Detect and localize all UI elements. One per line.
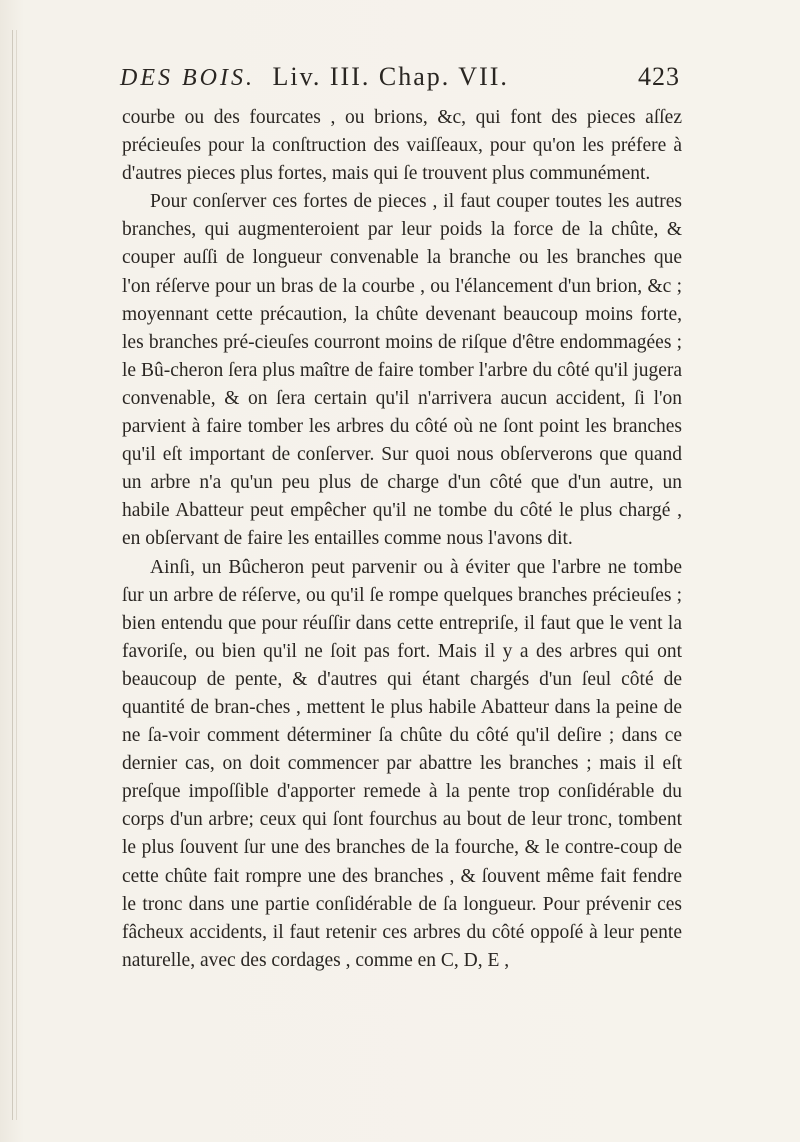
page-number: 423 [638, 62, 680, 91]
paragraph: Ainſi, un Bûcheron peut parvenir ou à éviter que l'arbre ne tombe ſur un arbre de réſerve, ou qu'il ſe rompe quelques branches précieuſes ; bien entendu que pour réuſſir dans cette entrepriſe, il faut que le vent la favoriſe, ou bien qu'il ne ſoit pas fort. Mais il y a des arbres qui ont beaucoup de pente, & d'autres qui étant chargés d'un ſeul côté de quantité de bran-ches , mettent le plus habile Abatteur dans la peine de ne ſa-voir comment déterminer ſa chûte du côté qu'il deſire ; dans ce dernier cas, on doit commencer par abattre les branches ; mais il eſt preſque impoſſible d'apporter remede à la pente trop conſidérable du corps d'un arbre; ceux qui ſont fourchus au bout de leur tronc, tombent le plus ſouvent ſur une des branches de la fourche, & le contre-coup de cette chûte fait rompre une des branches , & ſouvent même fait fendre le tronc dans une partie conſidérable de ſa longueur. Pour prévenir ces fâcheux accidents, il faut retenir ces arbres du côté oppoſé à leur pente naturelle, avec des cordages , comme en C, D, E , [122, 556, 682, 971]
running-title: DES BOIS. [120, 65, 255, 91]
paragraph: courbe ou des fourcates , ou brions, &c, qui font des pieces aſſez précieuſes pour la conſtruction des vaiſſeaux, pour qu'on les préfere à d'autres pieces plus fortes, mais qui ſe trouvent plus communément. [122, 107, 682, 185]
body-text [122, 104, 682, 975]
page-edge-line [16, 30, 17, 1120]
book-chapter: Liv. III. Chap. VII. [272, 62, 509, 91]
page-edge-line [12, 30, 13, 1120]
running-header [120, 62, 680, 102]
paragraph: Pour conſerver ces fortes de pieces , il faut couper toutes les autres branches, qui augmenteroient par leur poids la force de la chûte, & couper auſſi de longueur convenable la branche ou les branches que l'on réſerve pour un bras de la courbe , ou l'élancement d'un brion, &c ; moyennant cette précaution, la chûte devenant beaucoup moins forte, les branches pré-cieuſes courront moins de riſque d'être endommagées ; le Bû-cheron ſera plus maître de faire tomber l'arbre du côté qu'il jugera convenable, & on ſera certain qu'il n'arrivera aucun accident, ſi l'on parvient à faire tomber les arbres du côté où ne ſont point les branches qu'il eſt important de conſerver. Sur quoi nous obſerverons que quand un arbre n'a qu'un peu plus de charge d'un côté que d'un autre, un habile Abatteur peut empêcher qu'il ne tombe du côté le plus chargé , en obſervant de faire les entailles comme nous l'avons dit. [122, 191, 682, 550]
